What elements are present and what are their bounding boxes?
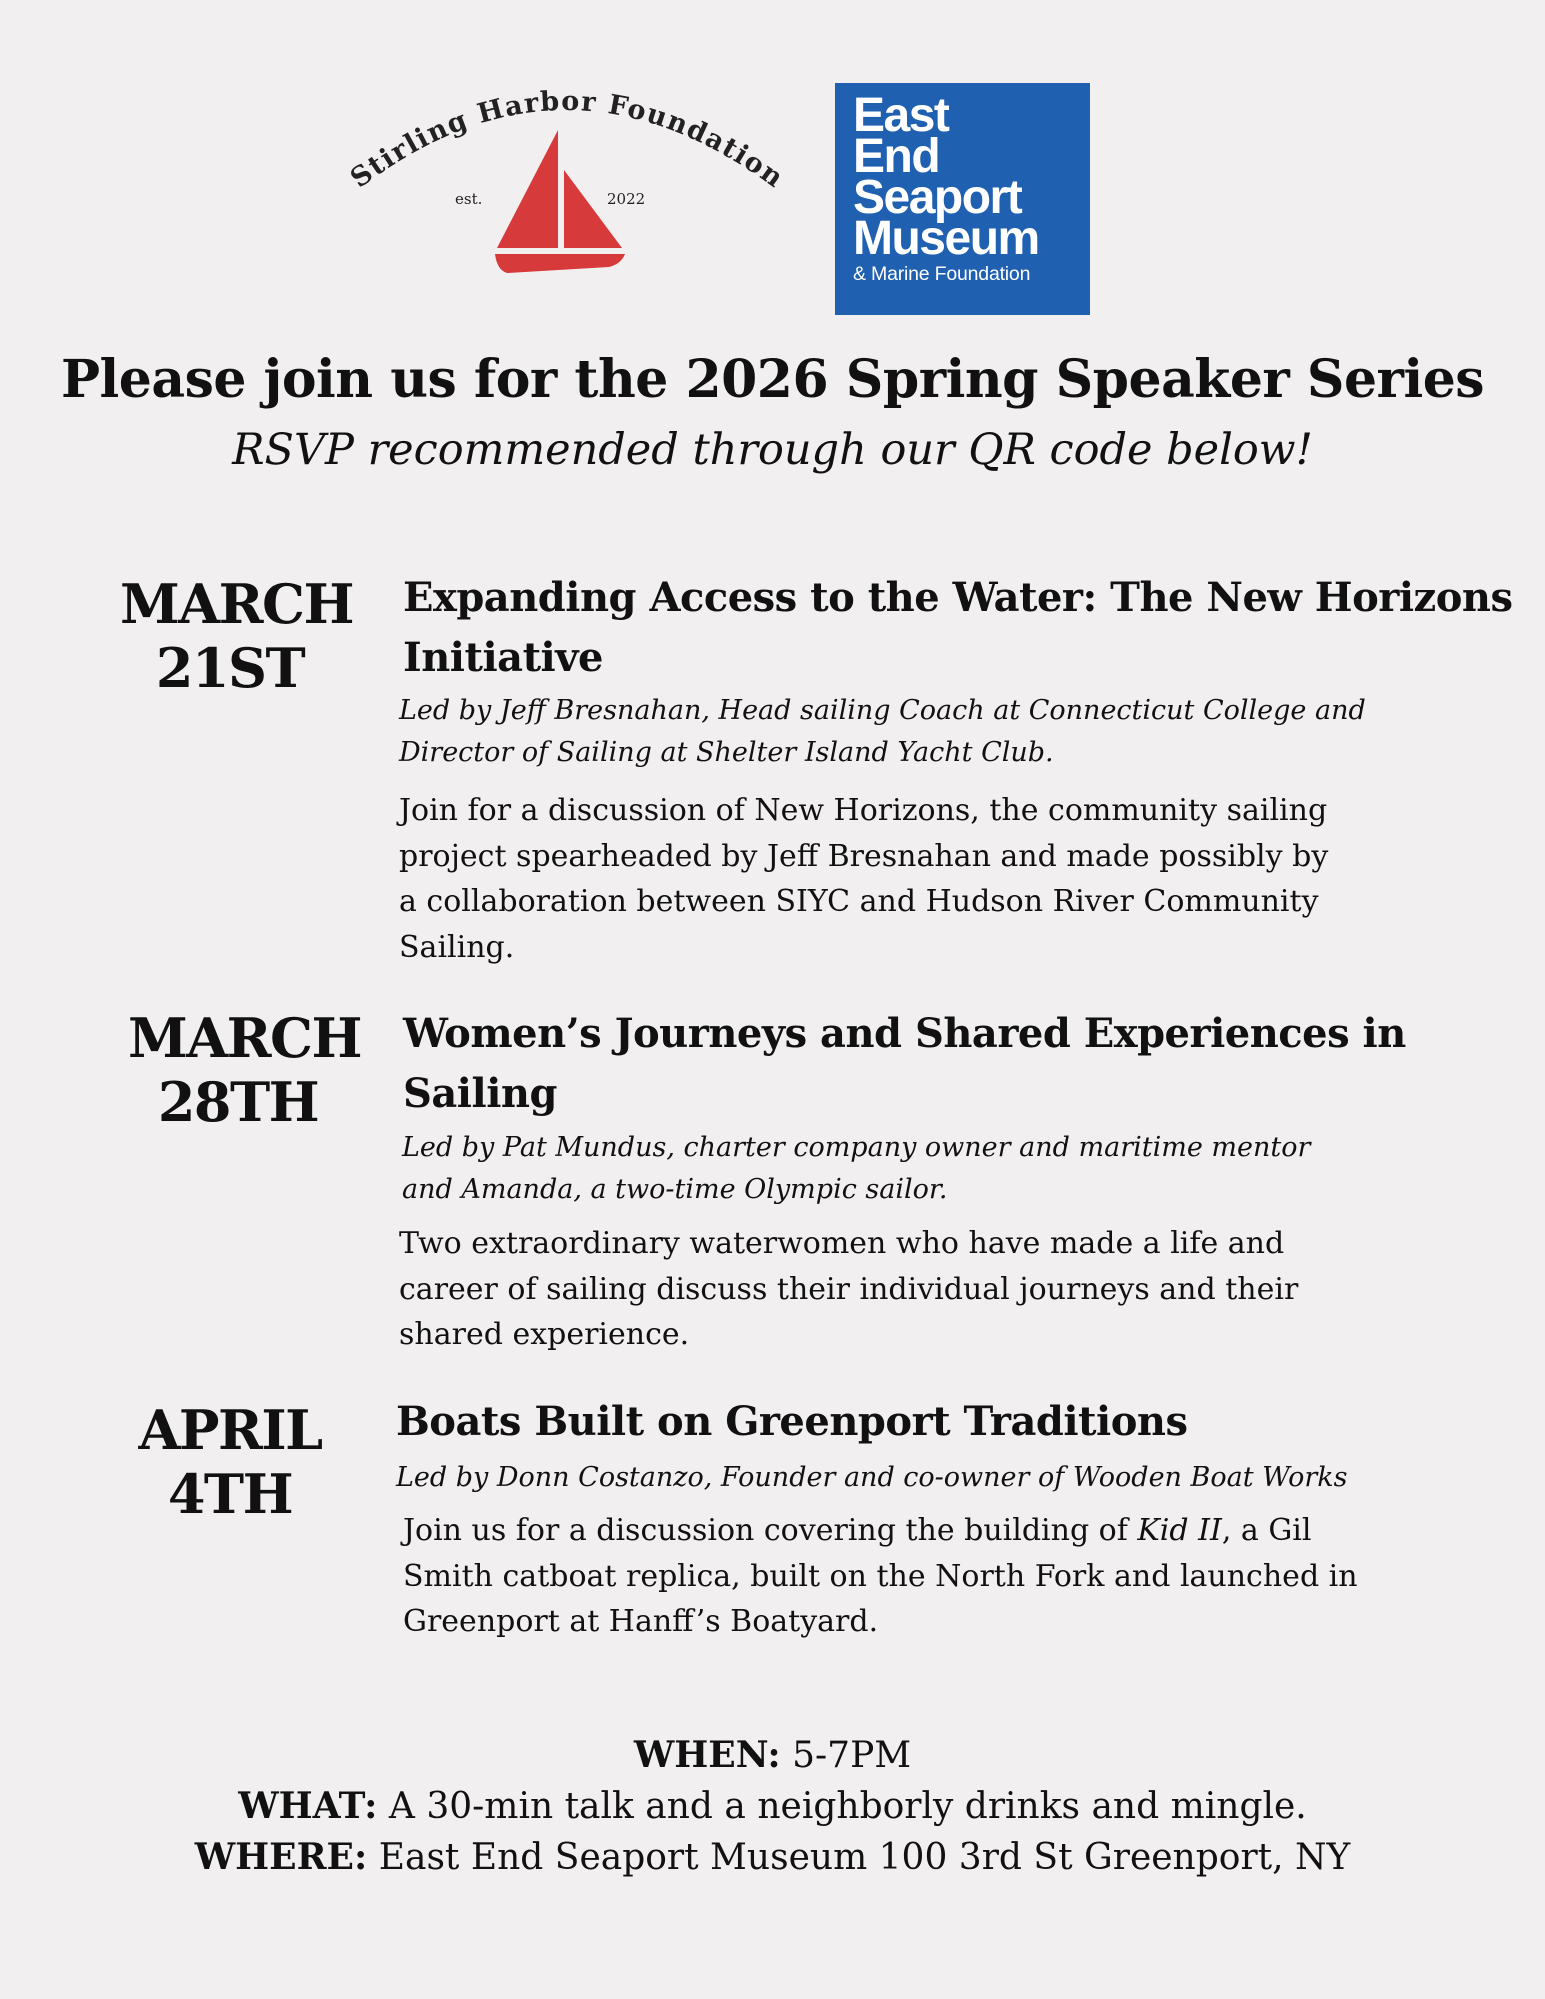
event-description-line: career of sailing discuss their individual journeys and their <box>399 1271 1299 1307</box>
event-title-line: Sailing <box>403 1070 557 1117</box>
event-description-line <box>403 1508 1358 1554</box>
event-description <box>403 1508 1358 1645</box>
event-description-line: Join for a discussion of New Horizons, the community sailing <box>399 793 1328 828</box>
event-speaker-line: Director of Sailing at Shelter Island Yacht Club. <box>399 737 1054 768</box>
event-date-day: 28TH <box>157 1070 319 1134</box>
page-title: Please join us for the 2026 Spring Speaker Series <box>60 349 1485 410</box>
event-date <box>120 1398 340 1526</box>
event-description-line: project spearheaded by Jeff Bresnahan and made possibly by <box>399 838 1329 874</box>
event-title <box>403 568 1513 688</box>
event-speaker-line: Led by Donn Costanzo, Founder and co-owner of Wooden Boat Works <box>396 1462 1348 1493</box>
event-description-line: Greenport at Hanff’s Boatyard. <box>403 1604 879 1639</box>
info-where-label: WHERE: <box>194 1836 368 1878</box>
eesm-logo-line: End <box>853 130 940 183</box>
event-speaker <box>396 1457 1347 1499</box>
event-date-month: APRIL <box>138 1398 322 1462</box>
event-title <box>403 1004 1406 1124</box>
event-speaker <box>402 1127 1310 1211</box>
event-description-text: , a Gil <box>1221 1513 1312 1548</box>
event-title-line: Boats Built on Greenport Traditions <box>396 1398 1188 1445</box>
eesm-logo-line: Seaport <box>853 171 1022 224</box>
event-title <box>396 1392 1188 1452</box>
logo-row <box>0 0 1545 330</box>
info-what-value: A 30-min talk and a neighborly drinks and mingle. <box>388 1786 1307 1827</box>
east-end-seaport-museum-logo <box>835 83 1090 315</box>
event-description <box>399 1221 1298 1358</box>
info-when-label: WHEN: <box>633 1734 781 1776</box>
info-when-value: 5-7PM <box>792 1735 912 1776</box>
event-date-month: MARCH <box>120 572 354 636</box>
event-date-month: MARCH <box>128 1006 362 1070</box>
sailboat-icon <box>495 130 625 273</box>
eesm-logo-subtitle: & Marine Foundation <box>853 263 1031 285</box>
shf-arc-text: Stirling Harbor Foundation <box>344 85 790 195</box>
event-date <box>120 572 354 700</box>
event-speaker-line: Led by Pat Mundus, charter company owner and maritime mentor <box>402 1132 1311 1163</box>
info-what-label: WHAT: <box>238 1785 378 1827</box>
rsvp-subtitle: RSVP recommended through our QR code below! <box>232 425 1313 475</box>
event-description-line: Sailing. <box>399 929 515 965</box>
event-date-day: 4TH <box>167 1462 293 1526</box>
event-description-line: shared experience. <box>399 1317 690 1352</box>
event-description <box>399 788 1328 970</box>
event-description-line: Two extraordinary waterwomen who have made a life and <box>399 1226 1285 1261</box>
event-title-line: Initiative <box>403 634 603 681</box>
info-when <box>0 1730 1545 1781</box>
event-title-line: Expanding Access to the Water: The New Horizons <box>403 574 1513 621</box>
event-description-line: Smith catboat replica, built on the North Fork and launched in <box>403 1558 1358 1594</box>
event-description-text: Join us for a discussion covering the building of <box>403 1513 1138 1548</box>
eesm-logo-line: East <box>853 89 949 142</box>
info-where-value: East End Seaport Museum 100 3rd St Greenport, NY <box>378 1837 1351 1878</box>
event-description-line: a collaboration between SIYC and Hudson River Community <box>399 884 1319 919</box>
event-speaker-line: Led by Jeff Bresnahan, Head sailing Coach at Connecticut College and <box>399 695 1366 726</box>
stirling-harbor-foundation-logo <box>325 80 805 290</box>
info-what <box>0 1781 1545 1832</box>
shf-est-text: est. <box>455 190 483 208</box>
event-speaker <box>399 690 1366 774</box>
boat-name: Kid II <box>1137 1513 1222 1548</box>
event-title-line: Women’s Journeys and Shared Experiences in <box>403 1010 1406 1057</box>
shf-year-text: 2022 <box>607 190 646 208</box>
event-date <box>128 1006 362 1134</box>
info-where <box>0 1832 1545 1883</box>
event-date-day: 21ST <box>155 636 305 700</box>
event-speaker-line: and Amanda, a two-time Olympic sailor. <box>402 1174 948 1205</box>
eesm-logo-line: Museum <box>853 212 1039 265</box>
